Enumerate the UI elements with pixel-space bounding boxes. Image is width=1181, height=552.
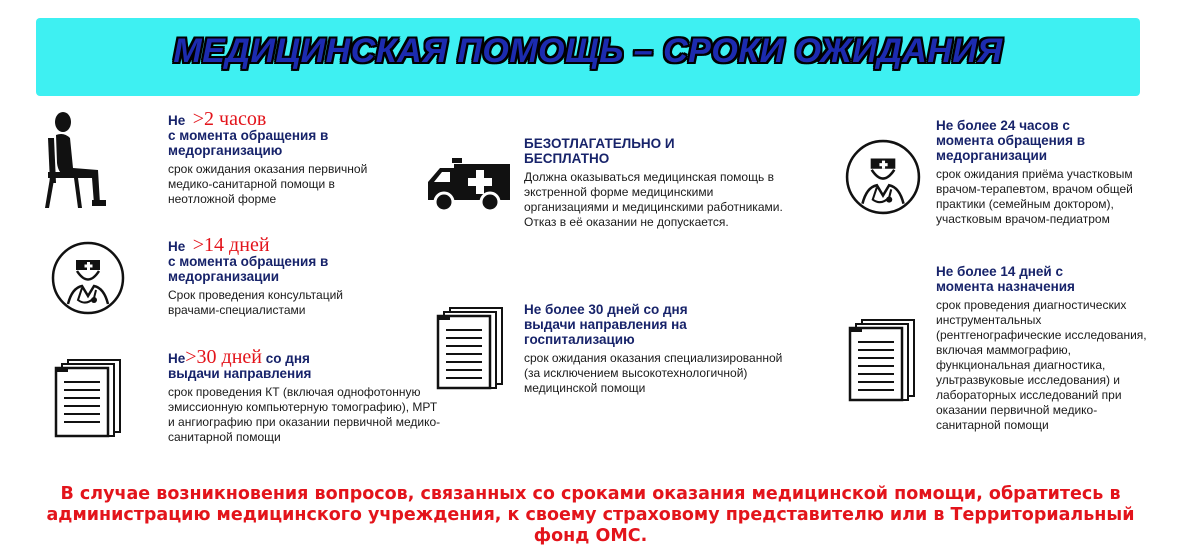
doctor-icon [844, 138, 922, 216]
ambulance-icon [424, 156, 512, 212]
urgent-block [168, 110, 378, 207]
emergency-head: БЕЗОТЛАГАТЕЛЬНО И БЕСПЛАТНО [524, 136, 675, 166]
ct-value: >30 дней [185, 346, 263, 368]
page-title: МЕДИЦИНСКАЯ ПОМОЩЬ – СРОКИ ОЖИДАНИЯ [173, 32, 1003, 70]
ct-desc: срок проведения КТ (включая однофотонную эмиссионную компьютерную томографию), МРТ и ангиографию при оказании первичной медико-санитарной помощи [168, 385, 441, 444]
urgent-desc: срок ожидания оказания первичной медико-санитарной помощи в неотложной форме [168, 162, 368, 206]
diagnostics-block [936, 264, 1151, 433]
urgent-value: >2 часов [192, 108, 267, 130]
ct-suffix: со дня [265, 351, 310, 366]
emergency-block [524, 136, 794, 230]
specialists-block [168, 236, 368, 318]
ct-prefix: Не [168, 351, 186, 366]
specialists-head: с момента обращения в медорганизации [168, 254, 329, 284]
diagnostics-head: Не более 14 дней с момента назначения [936, 264, 1075, 294]
footer-text: В случае возникновения вопросов, связанных со сроками оказания медицинской помощи, обратитесь в администрацию медицинского учреждения, к своему страховому представителю или в Территориальный фонд ОМС. [46, 484, 1135, 546]
urgent-head: с момента обращения в медорганизацию [168, 128, 329, 158]
emergency-desc: Должна оказываться медицинская помощь в экстренной форме медицинскими организациями и медицинскими работниками. Отказ в её оказании не допускается. [524, 170, 783, 229]
therapist-desc: срок ожидания приёма участковым врачом-терапевтом, врачом общей практики (семейным доктором), участковым врачом-педиатром [936, 167, 1133, 226]
documents-icon [848, 318, 918, 402]
ct-head: выдачи направления [168, 366, 312, 381]
doctor-icon [50, 240, 126, 316]
therapist-head: Не более 24 часов с момента обращения в медорганизации [936, 118, 1086, 163]
documents-icon [436, 306, 506, 390]
therapist-block [936, 118, 1151, 227]
urgent-prefix: Не [168, 113, 186, 128]
hospital-head: Не более 30 дней со дня выдачи направления на госпитализацию [524, 302, 688, 347]
footer-notice [0, 484, 1181, 547]
title-banner [36, 18, 1140, 96]
specialists-prefix: Не [168, 239, 186, 254]
hospital-block [524, 302, 794, 396]
documents-icon [54, 358, 124, 438]
diagnostics-desc: срок проведения диагностических инструментальных (рентгенографические исследования, включая маммографию, функциональная диагностика, ультразвуковые исследования) и лабораторных исследований при оказании первичной медико-санитарной помощи [936, 298, 1147, 432]
hospital-desc: срок ожидания оказания специализированной (за исключением высокотехнологичной) медицинской помощи [524, 351, 783, 395]
ct-block [168, 348, 448, 445]
specialists-desc: Срок проведения консультаций врачами-специалистами [168, 288, 343, 317]
seated-person-icon [40, 108, 112, 208]
specialists-value: >14 дней [192, 234, 270, 256]
